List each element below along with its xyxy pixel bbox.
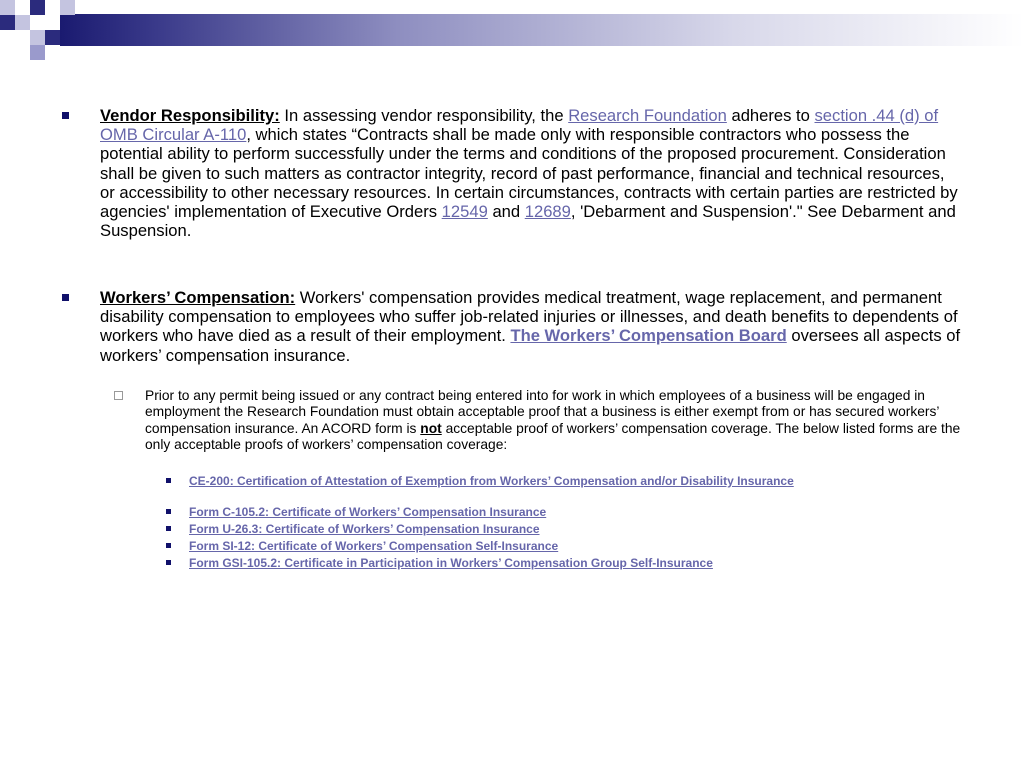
small-square-bullet-icon <box>166 478 171 483</box>
deco-square <box>0 0 15 15</box>
small-square-bullet-icon <box>166 526 171 531</box>
deco-square <box>30 45 45 60</box>
bullet-vendor-responsibility <box>62 106 962 240</box>
form-c-105-2-link[interactable]: Form C-105.2: Certificate of Workers’ Compensation Insurance <box>189 505 547 519</box>
deco-square <box>15 30 30 45</box>
workers-comp-heading: Workers’ Compensation: <box>100 288 296 307</box>
text-run: Workers' compensation provides medical treatment, wage replacement, and permanent disability compensation to employees who suffer job-related injuries or illnesses, and death benefits to dependents of workers who have died as a result of their employment. <box>100 288 958 346</box>
gradient-band <box>60 14 1024 46</box>
text-run: and <box>487 202 525 222</box>
form-gsi-105-2-link[interactable]: Form GSI-105.2: Certificate in Participation in Workers’ Compensation Group Self-Insurance <box>189 556 713 570</box>
deco-square <box>45 15 60 30</box>
deco-square <box>15 15 30 30</box>
hollow-square-bullet-icon <box>114 391 123 400</box>
proof-paragraph <box>145 388 974 453</box>
text-run: oversees all aspects of workers’ compensation insurance. <box>100 326 961 365</box>
deco-square <box>45 30 60 45</box>
sub-bullet-proof-requirement <box>114 388 974 453</box>
deco-square <box>60 0 75 15</box>
executive-order-12549-link[interactable]: 12549 <box>441 202 488 222</box>
form-ce-200-link[interactable]: CE-200: Certification of Attestation of Exemption from Workers’ Compensation and/or Disability Insurance <box>189 474 794 488</box>
square-bullet-icon <box>62 294 69 301</box>
form-u-26-3-link[interactable]: Form U-26.3: Certificate of Workers’ Compensation Insurance <box>189 522 540 536</box>
header-decoration <box>0 0 1024 62</box>
vendor-heading: Vendor Responsibility: <box>100 106 280 125</box>
text-run: , which states “Contracts shall be made only with responsible contractors who possess the potential ability to perform successfully under the terms and conditions of the proposed procurement. Consideration shall be given to such matters as contractor integrity, record of past performance, financial and technical resources, or accessibility to other necessary resources. In certain circumstances, contracts with certain parties are restricted by agencies' implementation of Executive Orders <box>100 125 958 222</box>
list-item <box>166 503 986 520</box>
text-run: acceptable proof of workers’ compensation coverage. The below listed forms are the only acceptable proofs of workers’ compensation coverage: <box>145 420 961 452</box>
text-run: Prior to any permit being issued or any contract being entered into for work in which employees of a business will be engaged in employment the Research Foundation must obtain acceptable proof that a business is either exempt from or has secured workers’ compensation insurance. An ACORD form is <box>145 388 939 436</box>
text-run: In assessing vendor responsibility, the <box>279 106 569 125</box>
deco-square <box>0 15 15 30</box>
form-si-12-link[interactable]: Form SI-12: Certificate of Workers’ Compensation Self-Insurance <box>189 539 559 553</box>
list-item <box>166 472 986 489</box>
list-item <box>166 554 986 571</box>
workers-comp-paragraph <box>100 288 962 365</box>
deco-square <box>30 0 45 15</box>
list-item <box>166 520 986 537</box>
bullet-workers-compensation <box>62 288 962 365</box>
text-run: , 'Debarment and Suspension'." See Debarment and Suspension. <box>100 202 956 241</box>
emphasis-not: not <box>420 420 442 436</box>
square-bullet-icon <box>62 112 69 119</box>
deco-square <box>15 0 30 15</box>
list-item <box>166 537 986 554</box>
text-run: adheres to <box>726 106 815 125</box>
small-square-bullet-icon <box>166 509 171 514</box>
deco-square <box>45 0 60 15</box>
research-foundation-link[interactable]: Research Foundation <box>568 106 727 125</box>
deco-square <box>30 15 45 30</box>
deco-square <box>30 30 45 45</box>
workers-comp-board-link[interactable]: The Workers’ Compensation Board <box>510 326 787 346</box>
small-square-bullet-icon <box>166 560 171 565</box>
omb-circular-link[interactable]: section .44 (d) of OMB Circular A-110 <box>100 106 939 145</box>
small-square-bullet-icon <box>166 543 171 548</box>
executive-order-12689-link[interactable]: 12689 <box>524 202 571 222</box>
forms-list <box>166 472 986 571</box>
vendor-paragraph <box>100 106 962 240</box>
